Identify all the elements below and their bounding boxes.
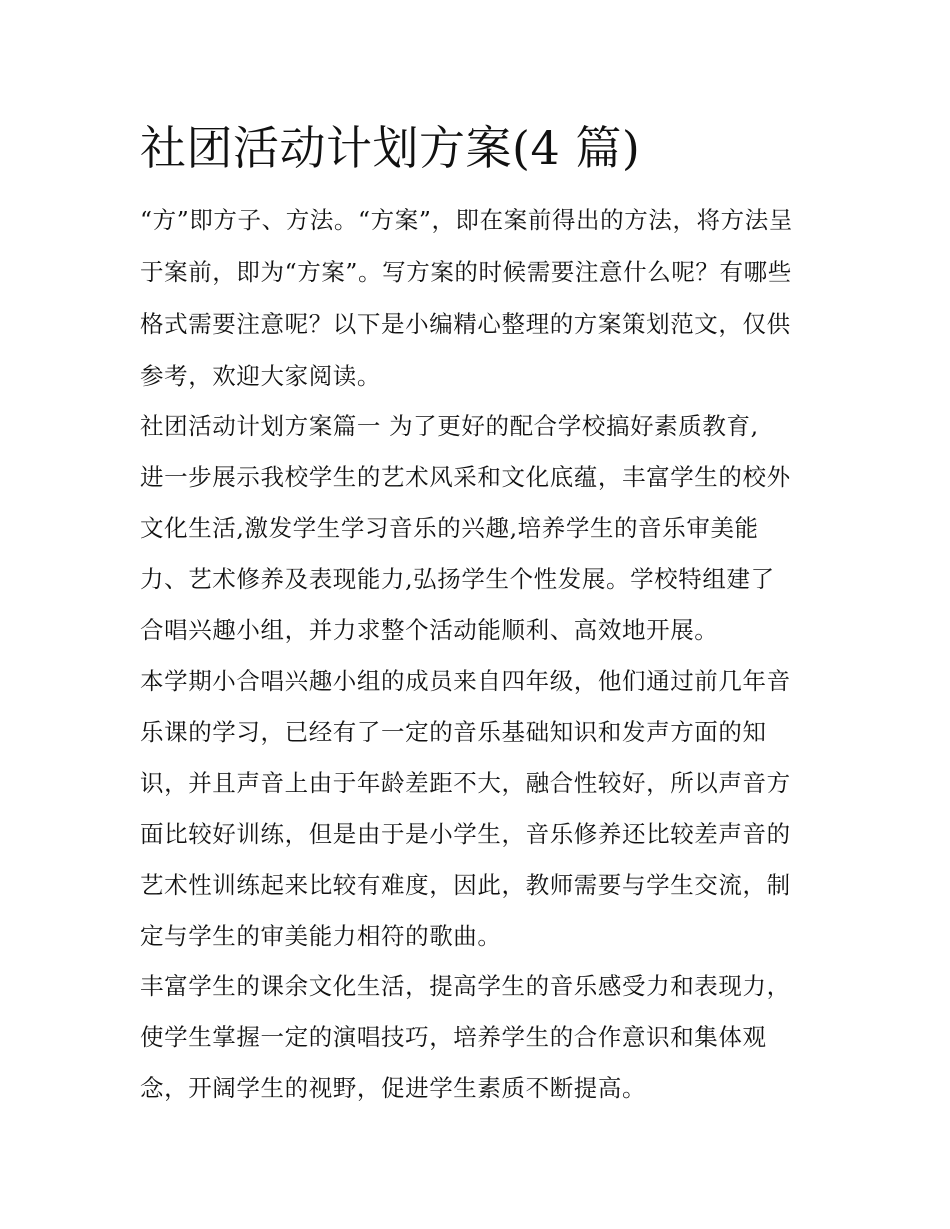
- body-line-3: 格式需要注意呢？以下是小编精心整理的方案策划范文，仅供: [140, 310, 791, 338]
- body-line-5: 社团活动计划方案篇一 为了更好的配合学校搞好素质教育,: [140, 412, 759, 440]
- body-line-12: 识，并且声音上由于年龄差距不大，融合性较好，所以声音方: [140, 769, 791, 797]
- body-line-1: “方”即方子、方法。“方案”，即在案前得出的方法，将方法呈: [140, 206, 793, 234]
- body-line-8: 力、艺术修养及表现能力,弘扬学生个性发展。学校特组建了: [140, 565, 775, 593]
- body-line-15: 定与学生的审美能力相符的歌曲。: [140, 922, 502, 950]
- body-line-11: 乐课的学习，已经有了一定的音乐基础知识和发声方面的知: [140, 718, 767, 746]
- body-line-13: 面比较好训练，但是由于是小学生，音乐修养还比较差声音的: [140, 820, 791, 848]
- body-line-14: 艺术性训练起来比较有难度，因此，教师需要与学生交流，制: [140, 871, 791, 899]
- body-line-6: 进一步展示我校学生的艺术风采和文化底蕴，丰富学生的校外: [140, 463, 791, 491]
- document-title: 社团活动计划方案(4 篇): [140, 121, 641, 175]
- body-line-10: 本学期小合唱兴趣小组的成员来自四年级，他们通过前几年音: [140, 667, 791, 695]
- body-line-17: 使学生掌握一定的演唱技巧，培养学生的合作意识和集体观: [140, 1023, 767, 1051]
- body-line-9: 合唱兴趣小组，并力求整个活动能顺利、高效地开展。: [140, 616, 719, 644]
- body-line-2: 于案前，即为“方案”。写方案的时候需要注意什么呢？有哪些: [140, 258, 792, 286]
- body-line-4: 参考，欢迎大家阅读。: [140, 362, 381, 390]
- body-line-16: 丰富学生的课余文化生活，提高学生的音乐感受力和表现力，: [140, 972, 791, 1000]
- body-line-7: 文化生活,激发学生学习音乐的兴趣,培养学生的音乐审美能: [140, 514, 759, 542]
- body-line-18: 念，开阔学生的视野，促进学生素质不断提高。: [140, 1074, 647, 1102]
